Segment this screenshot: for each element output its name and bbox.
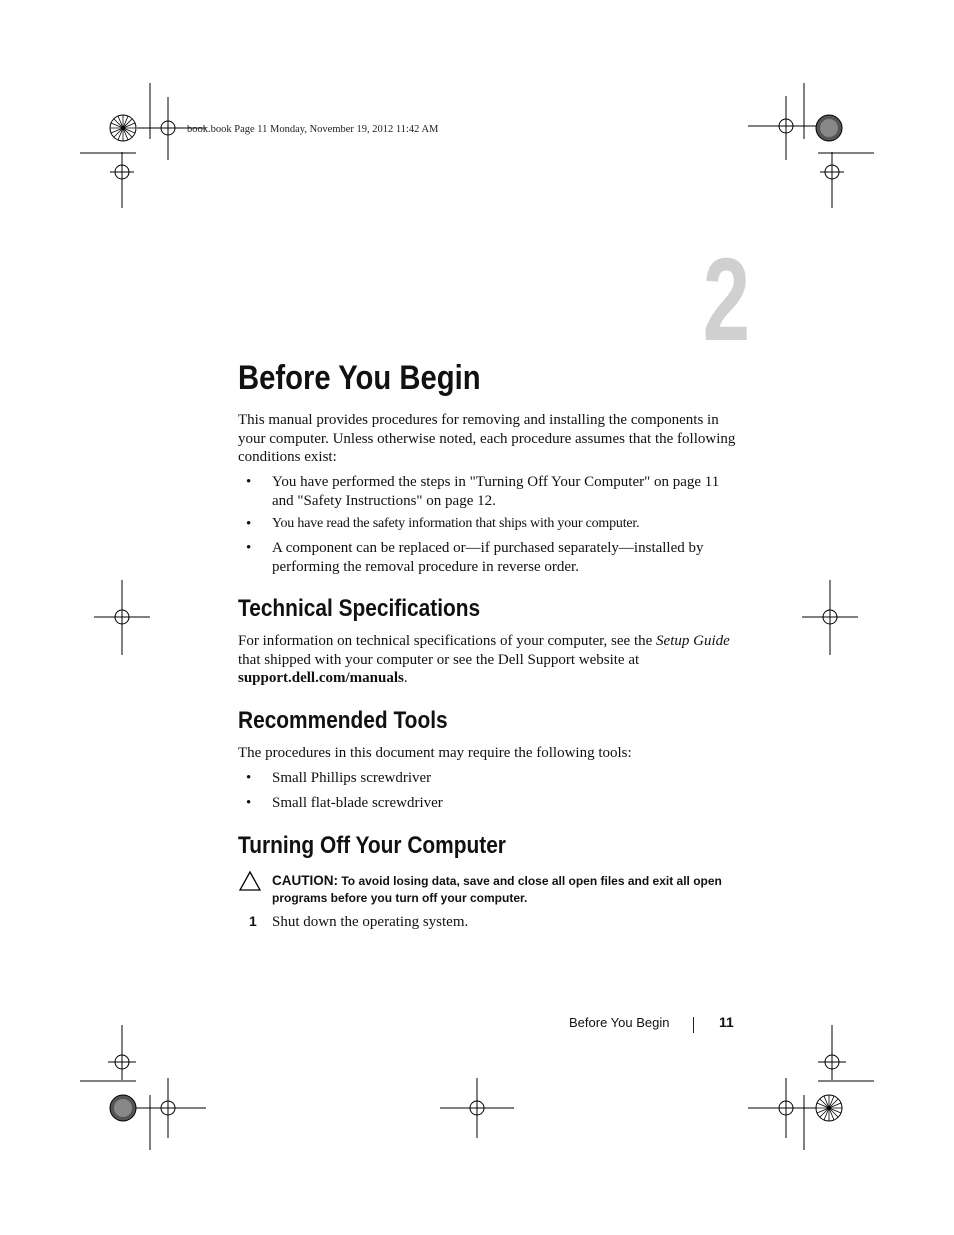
- setup-guide-title: Setup Guide: [656, 633, 730, 649]
- chapter-title: Before You Begin: [238, 359, 481, 397]
- tech-specs-heading: Technical Specifications: [238, 595, 481, 622]
- turning-off-heading: Turning Off Your Computer: [238, 832, 506, 859]
- tech-specs-text: For information on technical specifications of your computer, see the: [238, 633, 657, 649]
- recommended-tools-heading: Recommended Tools: [238, 707, 448, 734]
- bullet-glyph: •: [246, 516, 252, 532]
- chapter-number: 2: [702, 234, 750, 366]
- list-item: Small Phillips screwdriver: [272, 770, 432, 786]
- bullet-glyph: •: [246, 795, 252, 811]
- step-number: 1: [249, 913, 257, 929]
- print-slug: book.book Page 11 Monday, November 19, 2012 11:42 AM: [187, 124, 439, 135]
- intro-paragraph: This manual provides procedures for removing and installing the components in your computer. Unless otherwise noted, each procedure assumes that the following conditions exist:: [238, 412, 736, 465]
- tools-intro: The procedures in this document may require the following tools:: [238, 745, 632, 761]
- list-item: A component can be replaced or—if purchased separately—installed by performing the removal procedure in reverse order.: [272, 540, 704, 575]
- support-website-link[interactable]: support.dell.com/manuals: [238, 670, 404, 686]
- bullet-glyph: •: [246, 770, 252, 786]
- bullet-glyph: •: [246, 474, 252, 490]
- page-number: 11: [719, 1014, 734, 1030]
- bullet-glyph: •: [246, 540, 252, 556]
- list-item: You have performed the steps in "Turning Off Your Computer" on page 11 and "Safety Instructions" on page 12.: [272, 474, 720, 509]
- footer-section-title: Before You Begin: [569, 1015, 670, 1030]
- caution-label: CAUTION:: [272, 873, 338, 888]
- footer-divider: [693, 1017, 694, 1033]
- tech-specs-paragraph: [238, 632, 738, 688]
- caution-text: To avoid losing data, save and close all open files and exit all open programs before you turn off your computer.: [272, 874, 722, 905]
- caution-icon: [240, 872, 260, 890]
- list-item: Small flat-blade screwdriver: [272, 795, 443, 811]
- list-item: You have read the safety information that ships with your computer.: [272, 516, 640, 531]
- caution-note: [272, 872, 742, 907]
- step-text: Shut down the operating system.: [272, 914, 469, 930]
- tech-specs-text: .: [403, 670, 408, 686]
- tech-specs-text: that shipped with your computer or see the Dell Support website at: [238, 651, 640, 668]
